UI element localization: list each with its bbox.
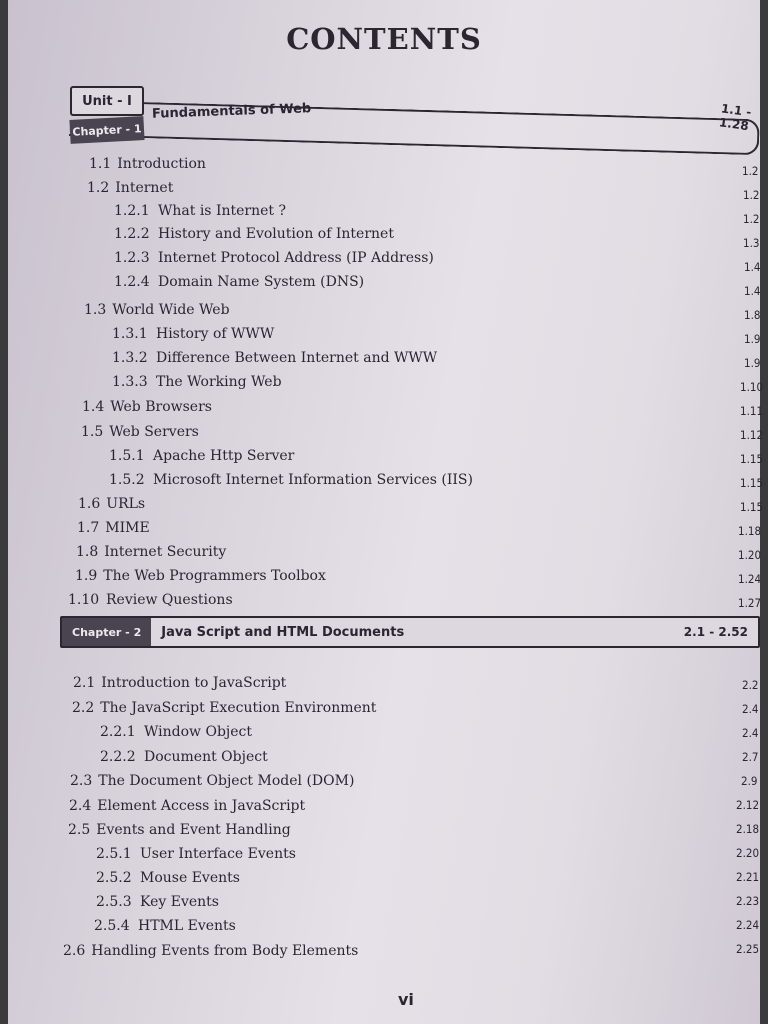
entry-number: 1.2.1: [114, 203, 150, 219]
entry-title: The JavaScript Execution Environment: [100, 700, 377, 716]
entry-number: 1.5.1: [109, 448, 145, 464]
toc-entry: [68, 819, 291, 841]
toc-entry: [94, 915, 236, 937]
entry-page: 1.9: [744, 356, 761, 370]
entry-page: 1.18: [738, 524, 762, 538]
toc-entry: [84, 299, 230, 321]
entry-title: Events and Event Handling: [96, 822, 291, 838]
entry-number: 2.2.2: [100, 749, 136, 765]
toc-entry: [109, 445, 294, 467]
entry-title: Microsoft Internet Information Services (IIS): [153, 472, 473, 488]
toc-entry: [114, 247, 434, 269]
toc-entry: [82, 396, 212, 418]
entry-page: 2.23: [736, 894, 760, 908]
toc-entry: [112, 371, 282, 393]
entry-page: 2.25: [736, 942, 760, 956]
entry-number: 1.2.3: [114, 250, 150, 266]
entry-page: 1.15: [740, 476, 764, 490]
toc-entry: [77, 517, 150, 539]
entry-number: 1.8: [76, 544, 99, 560]
entry-number: 1.3.1: [112, 326, 148, 342]
entry-number: 1.7: [77, 520, 100, 536]
entry-title: Element Access in JavaScript: [97, 798, 306, 814]
entry-title: Internet: [115, 180, 174, 196]
entry-page: 1.8: [744, 308, 761, 322]
entry-title: Introduction: [117, 156, 206, 172]
toc-entry: [96, 843, 296, 865]
entry-page: 2.18: [736, 822, 760, 836]
entry-number: 2.5.3: [96, 894, 132, 910]
entry-title: Review Questions: [106, 592, 233, 608]
entry-page: 1.4: [744, 260, 761, 274]
entry-title: World Wide Web: [112, 302, 230, 318]
entry-number: 1.2.2: [114, 226, 150, 242]
entry-title: Window Object: [144, 724, 252, 740]
entry-number: 1.3: [84, 302, 107, 318]
entry-title: Internet Protocol Address (IP Address): [158, 250, 434, 266]
entry-title: Web Servers: [109, 424, 199, 440]
entry-number: 1.3.2: [112, 350, 148, 366]
unit-label: Unit - I: [70, 86, 144, 116]
entry-number: 2.4: [69, 798, 92, 814]
entry-title: URLs: [106, 496, 146, 512]
entry-title: HTML Events: [138, 918, 236, 934]
toc-entry: [75, 565, 326, 587]
toc-entry: [96, 891, 219, 913]
entry-page: 1.15: [740, 500, 764, 514]
toc-entry: [112, 347, 437, 369]
entry-title: User Interface Events: [140, 846, 296, 862]
toc-entry: [100, 746, 268, 768]
entry-title: Domain Name System (DNS): [158, 274, 365, 290]
entry-title: History and Evolution of Internet: [158, 226, 394, 242]
book-page: [8, 0, 764, 1024]
entry-number: 1.6: [78, 496, 101, 512]
entry-title: Mouse Events: [140, 870, 240, 886]
toc-entry: [78, 493, 145, 515]
chapter-2-title: Java Script and HTML Documents: [161, 624, 405, 640]
entry-title: Handling Events from Body Elements: [91, 943, 359, 959]
toc-entry: [114, 200, 286, 222]
page-number: vi: [398, 990, 414, 1009]
toc-entry: [68, 589, 233, 611]
entry-page: 1.15: [740, 452, 764, 466]
entry-page: 2.4: [742, 726, 759, 740]
entry-page: 1.27: [738, 596, 762, 610]
entry-number: 2.3: [70, 773, 93, 789]
page-title: CONTENTS: [286, 22, 482, 56]
entry-page: 2.9: [741, 774, 758, 788]
toc-entry: [87, 177, 173, 199]
entry-number: 2.5.2: [96, 870, 132, 886]
entry-page: 1.11: [740, 404, 764, 418]
entry-number: 1.1: [89, 156, 112, 172]
entry-page: 1.2: [743, 188, 760, 202]
toc-entry: [109, 469, 473, 491]
entry-title: Difference Between Internet and WWW: [156, 350, 438, 366]
toc-entry: [89, 153, 206, 175]
entry-title: Introduction to JavaScript: [101, 675, 287, 691]
toc-entry: [70, 770, 354, 792]
entry-page: 1.2: [742, 164, 759, 178]
entry-number: 2.6: [63, 943, 86, 959]
entry-page: 2.24: [736, 918, 760, 932]
entry-number: 1.2.4: [114, 274, 150, 290]
entry-page: 2.4: [742, 702, 759, 716]
entry-title: MIME: [105, 520, 150, 536]
chapter-2-banner: [60, 616, 760, 648]
entry-number: 1.4: [82, 399, 105, 415]
entry-title: The Working Web: [156, 374, 282, 390]
entry-page: 1.24: [738, 572, 762, 586]
entry-number: 2.5: [68, 822, 91, 838]
entry-title: What is Internet ?: [158, 203, 286, 219]
toc-entry: [76, 541, 226, 563]
entry-number: 2.1: [73, 675, 96, 691]
entry-page: 1.9: [744, 332, 761, 346]
entry-number: 1.9: [75, 568, 98, 584]
entry-title: Web Browsers: [110, 399, 212, 415]
entry-page: 1.20: [738, 548, 762, 562]
entry-page: 2.7: [742, 750, 759, 764]
entry-page: 1.12: [740, 428, 764, 442]
entry-page: 1.3: [743, 236, 760, 250]
entry-title: Apache Http Server: [153, 448, 295, 464]
entry-title: The Web Programmers Toolbox: [103, 568, 326, 584]
entry-number: 2.5.4: [94, 918, 130, 934]
entry-title: History of WWW: [156, 326, 275, 342]
entry-number: 2.2: [72, 700, 95, 716]
entry-number: 1.3.3: [112, 374, 148, 390]
chapter-2-label: Chapter - 2: [62, 618, 151, 646]
toc-entry: [114, 271, 364, 293]
toc-entry: [112, 323, 274, 345]
toc-entry: [100, 721, 252, 743]
entry-title: Internet Security: [104, 544, 227, 560]
toc-entry: [69, 795, 305, 817]
chapter-2-pages: 2.1 - 2.52: [683, 625, 748, 639]
entry-number: 2.5.1: [96, 846, 132, 862]
entry-page: 1.10: [740, 380, 764, 394]
toc-entry: [63, 940, 358, 962]
entry-page: 2.2: [742, 678, 759, 692]
entry-page: 2.21: [736, 870, 760, 884]
entry-title: Document Object: [144, 749, 268, 765]
toc-entry: [114, 223, 394, 245]
entry-number: 2.2.1: [100, 724, 136, 740]
toc-entry: [73, 672, 286, 694]
entry-title: The Document Object Model (DOM): [98, 773, 355, 789]
entry-number: 1.5.2: [109, 472, 145, 488]
toc-entry: [81, 421, 199, 443]
entry-number: 1.5: [81, 424, 104, 440]
entry-page: 2.12: [736, 798, 760, 812]
entry-page: 1.2: [743, 212, 760, 226]
entry-title: Key Events: [140, 894, 219, 910]
chapter-1-title: Fundamentals of Web: [151, 101, 312, 122]
entry-number: 1.10: [68, 592, 100, 608]
chapter-1-pages: 1.1 - 1.28: [718, 101, 753, 134]
entry-number: 1.2: [87, 180, 110, 196]
entry-page: 1.4: [744, 284, 761, 298]
entry-page: 2.20: [736, 846, 760, 860]
toc-entry: [72, 697, 376, 719]
toc-entry: [96, 867, 240, 889]
chapter-1-label: Chapter - 1: [69, 116, 144, 144]
